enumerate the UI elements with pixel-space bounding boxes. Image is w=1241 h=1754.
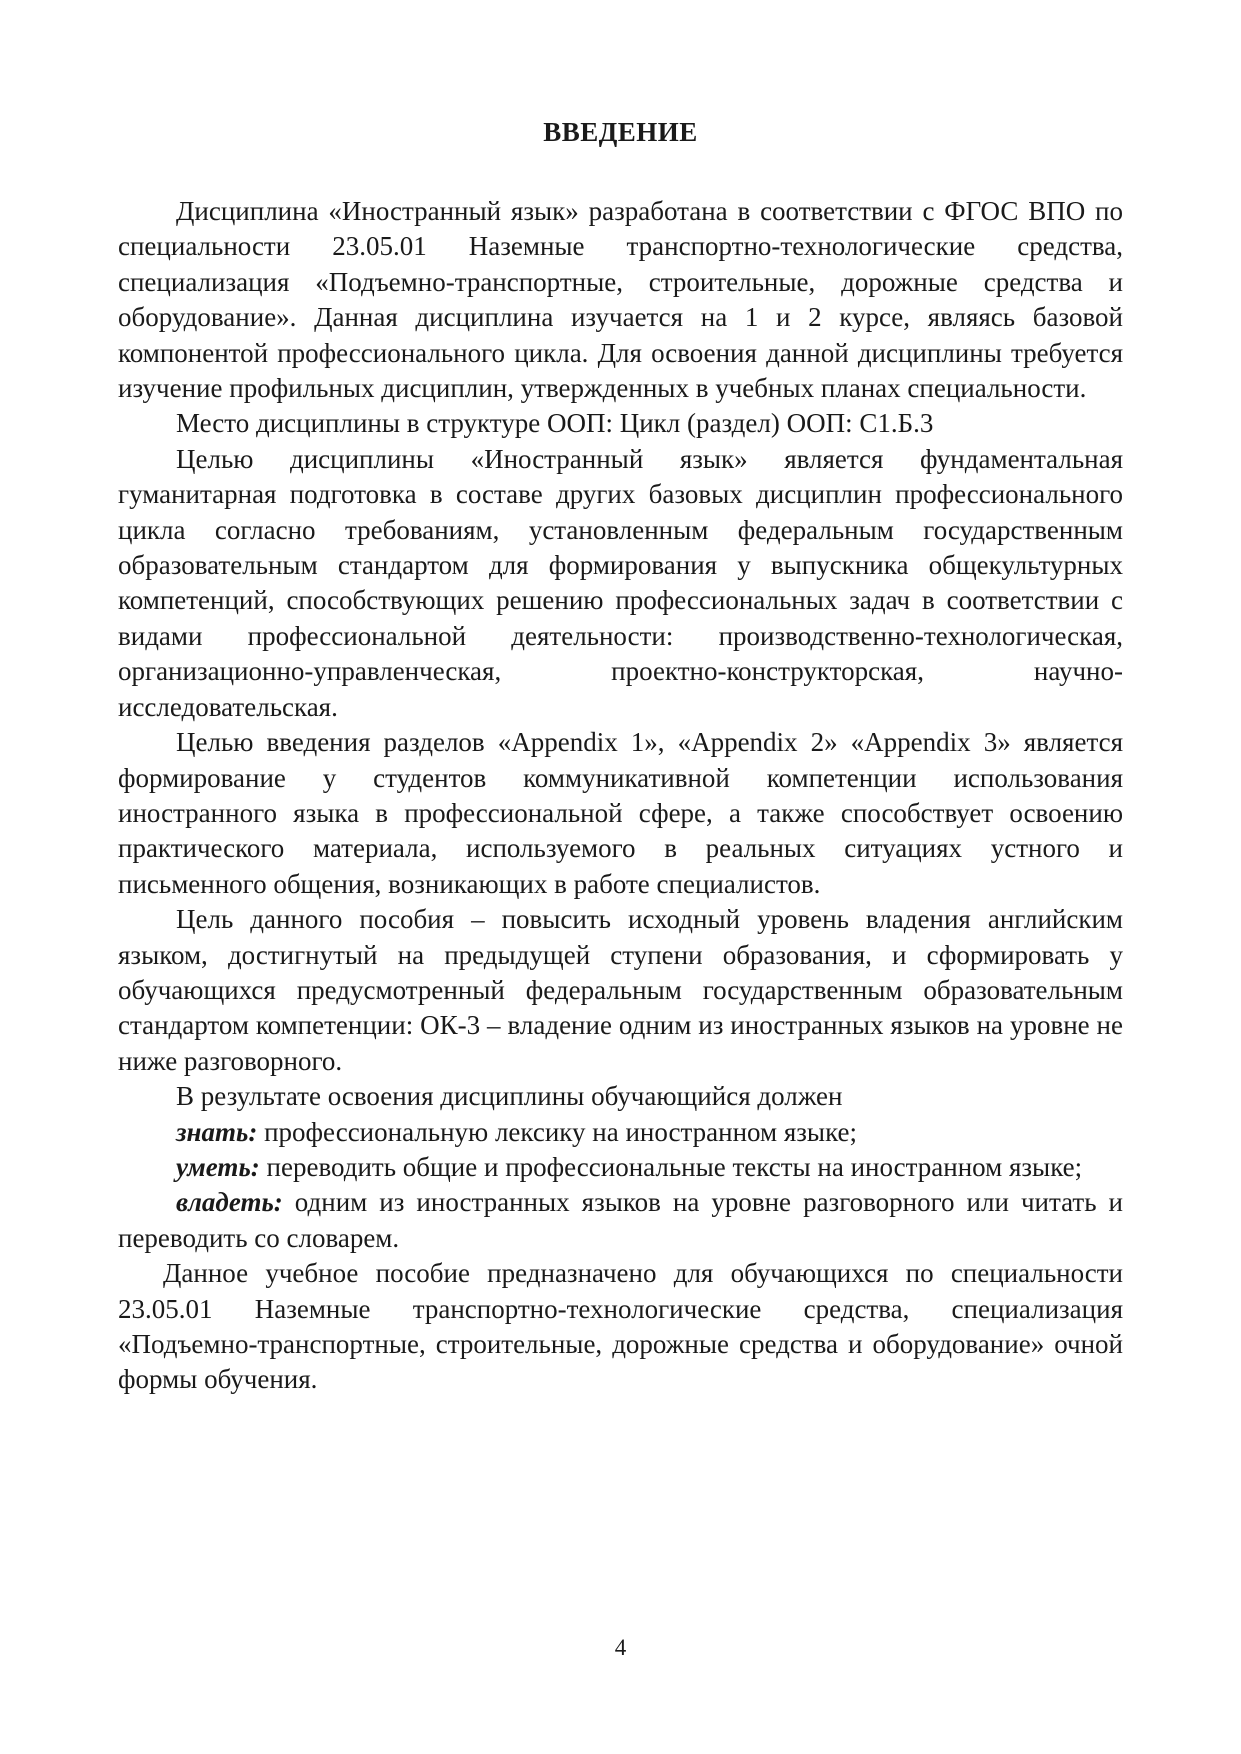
page-number: 4 xyxy=(614,1635,627,1660)
text-master: одним из иностранных языков на уровне разговорного или читать и переводить со словарем. xyxy=(118,1187,1123,1253)
paragraph-be-able xyxy=(118,1150,1123,1185)
term-be-able: уметь: xyxy=(176,1151,260,1182)
page-title: ВВЕДЕНИЕ xyxy=(543,117,698,147)
paragraph-discipline-goal: Целью дисциплины «Иностранный язык» является фундаментальная гуманитарная подготовка в составе других базовых дисциплин профессионального цикла согласно требованиям, установленным федеральным государственным образовательным стандартом для формирования у выпускника общекультурных компетенций, способствующих решению профессиональных задач в соответствии с видами профессиональной деятельности: производственно-технологическая, организационно-управленческая, проектно-конструкторская, научно-исследовательская. xyxy=(118,443,1123,722)
paragraph-appendix-goal: Целью введения разделов «Appendix 1», «Appendix 2» «Appendix 3» является формирование у студентов коммуникативной компетенции использования иностранного языка в профессиональной сфере, а также способствует освоению практического материала, используемого в реальных ситуациях устного и письменного общения, возникающих в работе специалистов. xyxy=(118,727,1123,899)
text-be-able: переводить общие и профессиональные тексты на иностранном языке; xyxy=(259,1151,1083,1182)
document-body xyxy=(118,194,1123,1398)
paragraph-manual-goal: Цель данного пособия – повысить исходный уровень владения английским языком, достигнутый на предыдущей ступени образования, и сформировать у обучающихся предусмотренный федеральным государственным образовательным стандартом компетенции: ОК-3 – владение одним из иностранных языков на уровне не ниже разговорного. xyxy=(118,904,1123,1076)
paragraph-discipline-description: Дисциплина «Иностранный язык» разработана в соответствии с ФГОС ВПО по специальности 23.05.01 Наземные транспортно-технологические средства, специализация «Подъемно-транспортные, строительные, дорожные средства и оборудование». Данная дисциплина изучается на 1 и 2 курсе, являясь базовой компонентой профессионального цикла. Для освоения данной дисциплины требуется изучение профильных дисциплин, утвержденных в учебных планах специальности. xyxy=(118,196,1123,404)
paragraph-discipline-place: Место дисциплины в структуре ООП: Цикл (раздел) ООП: С1.Б.3 xyxy=(176,408,934,439)
paragraph-master xyxy=(118,1185,1123,1256)
paragraph-know xyxy=(118,1115,1123,1150)
term-know: знать: xyxy=(176,1116,258,1147)
paragraph-target-audience: Данное учебное пособие предназначено для обучающихся по специальности 23.05.01 Наземные транспортно-технологические средства, специализация «Подъемно-транспортные, строительные, дорожные средства и оборудование» очной формы обучения. xyxy=(118,1258,1123,1395)
term-master: владеть: xyxy=(176,1187,283,1218)
text-know: профессиональную лексику на иностранном языке; xyxy=(257,1116,858,1147)
paragraph-learning-outcomes: В результате освоения дисциплины обучающийся должен xyxy=(176,1081,843,1112)
